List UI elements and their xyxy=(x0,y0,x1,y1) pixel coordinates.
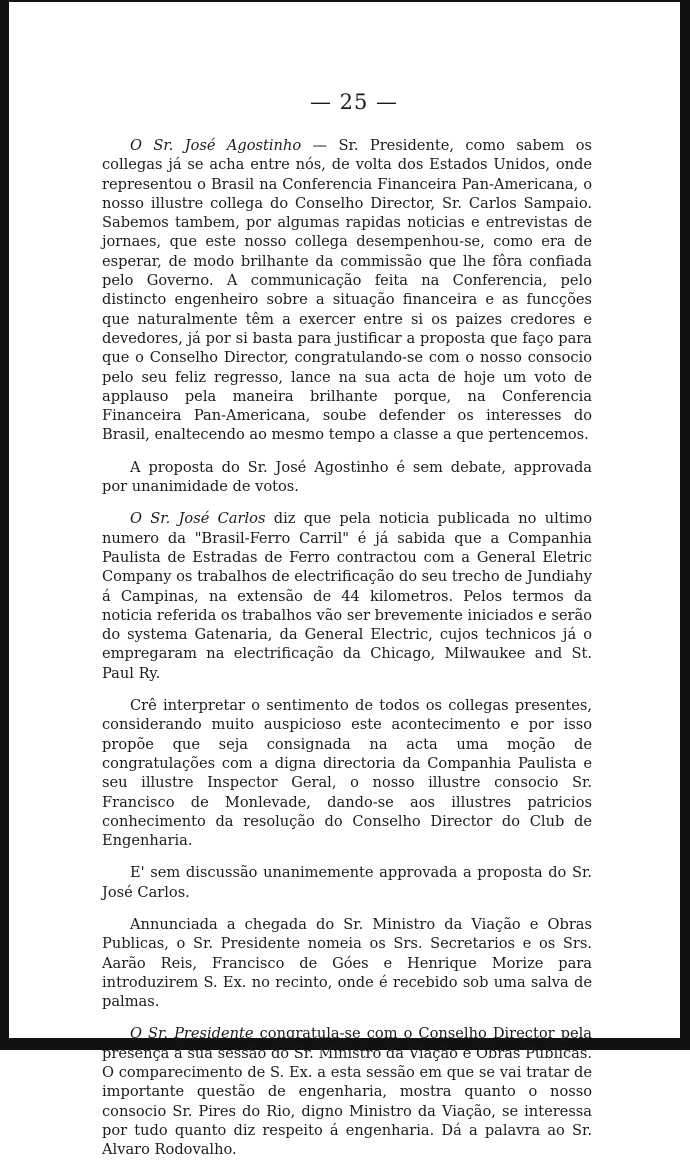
paragraph-text: A proposta do Sr. José Agostinho é sem debate, approvada por unanimidade de votos. xyxy=(102,458,592,496)
paragraph-text: diz que pela noticia publicada no ultimo numero da "Brasil-Ferro Carril" é já sabida que a Companhia Paulista de Estradas de Ferro contractou com a General Eletric Company os trabalhos de electrificação do seu trecho de Jundiahy á Campinas, na extensão de 44 kilometros. Pelos termos da noticia referida os trabalhos vão ser brevemente iniciados e serão do systema Gatenaria, da General Electric, cujos technicos já o empregaram na electrificação da Chicago, Milwaukee and St. Paul Ry. xyxy=(102,510,592,682)
speaker-name: O Sr. José Agostinho xyxy=(130,137,302,154)
page-number: — 25 — xyxy=(309,90,399,114)
paragraph-president-congratulates xyxy=(102,1024,592,1159)
paragraph-jose-carlos-electrification xyxy=(102,509,592,683)
paragraph-proposal-approved xyxy=(102,458,592,497)
paragraph-text: — Sr. Presidente, como sabem os collegas já se acha entre nós, de volta dos Estados Unidos, onde representou o Brasil na Conferencia Financeira Pan-Americana, o nosso illustre collega do Conselho Director, Sr. Carlos Sampaio. Sabemos tambem, por algumas rapidas noticias e entrevistas de jornaes, que este nosso collega desempenhou-se, como era de esperar, de modo brilhante da commissão que lhe fôra confiada pelo Governo. A communicação feita na Conferencia, pelo distincto engenheiro sobre a situação financeira e as funcções que naturalmente têm a exercer entre si os paizes credores e devedores, já por si basta para justificar a proposta que faço para que o Conselho Director, congratulando-se com o nosso consocio pelo seu feliz regresso, lance na sua acta de hoje um voto de applauso pela maneira brilhante porque, na Conferencia Financeira Pan-Americana, soube defender os interesses do Brasil, enaltecendo ao mesmo tempo a classe a que pertencemos. xyxy=(102,137,592,444)
paragraph-motion-approved xyxy=(102,863,592,902)
paragraph-jose-agostinho-proposal xyxy=(102,136,592,445)
paragraph-text: Crê interpretar o sentimento de todos os collegas presentes, considerando muito auspicioso este acontecimento e por isso propõe que seja consignada na acta uma moção de congratulações com a digna directoria da Companhia Paulista e seu illustre Inspector Geral, o nosso illustre consocio Sr. Francisco de Monlevade, dando-se aos illustres patricios conhecimento da resolução do Conselho Director do Club de Engenharia. xyxy=(102,697,592,850)
speaker-name: O Sr. Presidente xyxy=(130,1025,254,1043)
paragraph-text: congratula-se com o Conselho Director pela presença á sua sessão do Sr. Ministro da Viação e Obras Publicas. O comparecimento de S. Ex. a esta sessão em que se vai tratar de importante questão de engenharia, mostra quanto o nosso consocio Sr. Pires do Rio, digno Ministro da Viação, se interessa por tudo quanto diz respeito á engenharia. Dá a palavra ao Sr. Alvaro Rodovalho. xyxy=(102,1025,592,1159)
paragraph-text: Annunciada a chegada do Sr. Ministro da Viação e Obras Publicas, o Sr. Presidente nomeia os Srs. Secretarios e os Srs. Aarão Reis, Francisco de Góes e Henrique Morize para introduzirem S. Ex. no recinto, onde é recebido sob uma salva de palmas. xyxy=(102,915,592,1011)
paragraph-text: E' sem discussão unanimemente approvada a proposta do Sr. José Carlos. xyxy=(102,864,592,901)
speaker-name: O Sr. José Carlos xyxy=(130,510,266,528)
paragraph-minister-arrival xyxy=(102,915,592,1011)
minutes-text xyxy=(102,136,592,1173)
paragraph-congratulation-motion xyxy=(102,696,592,850)
